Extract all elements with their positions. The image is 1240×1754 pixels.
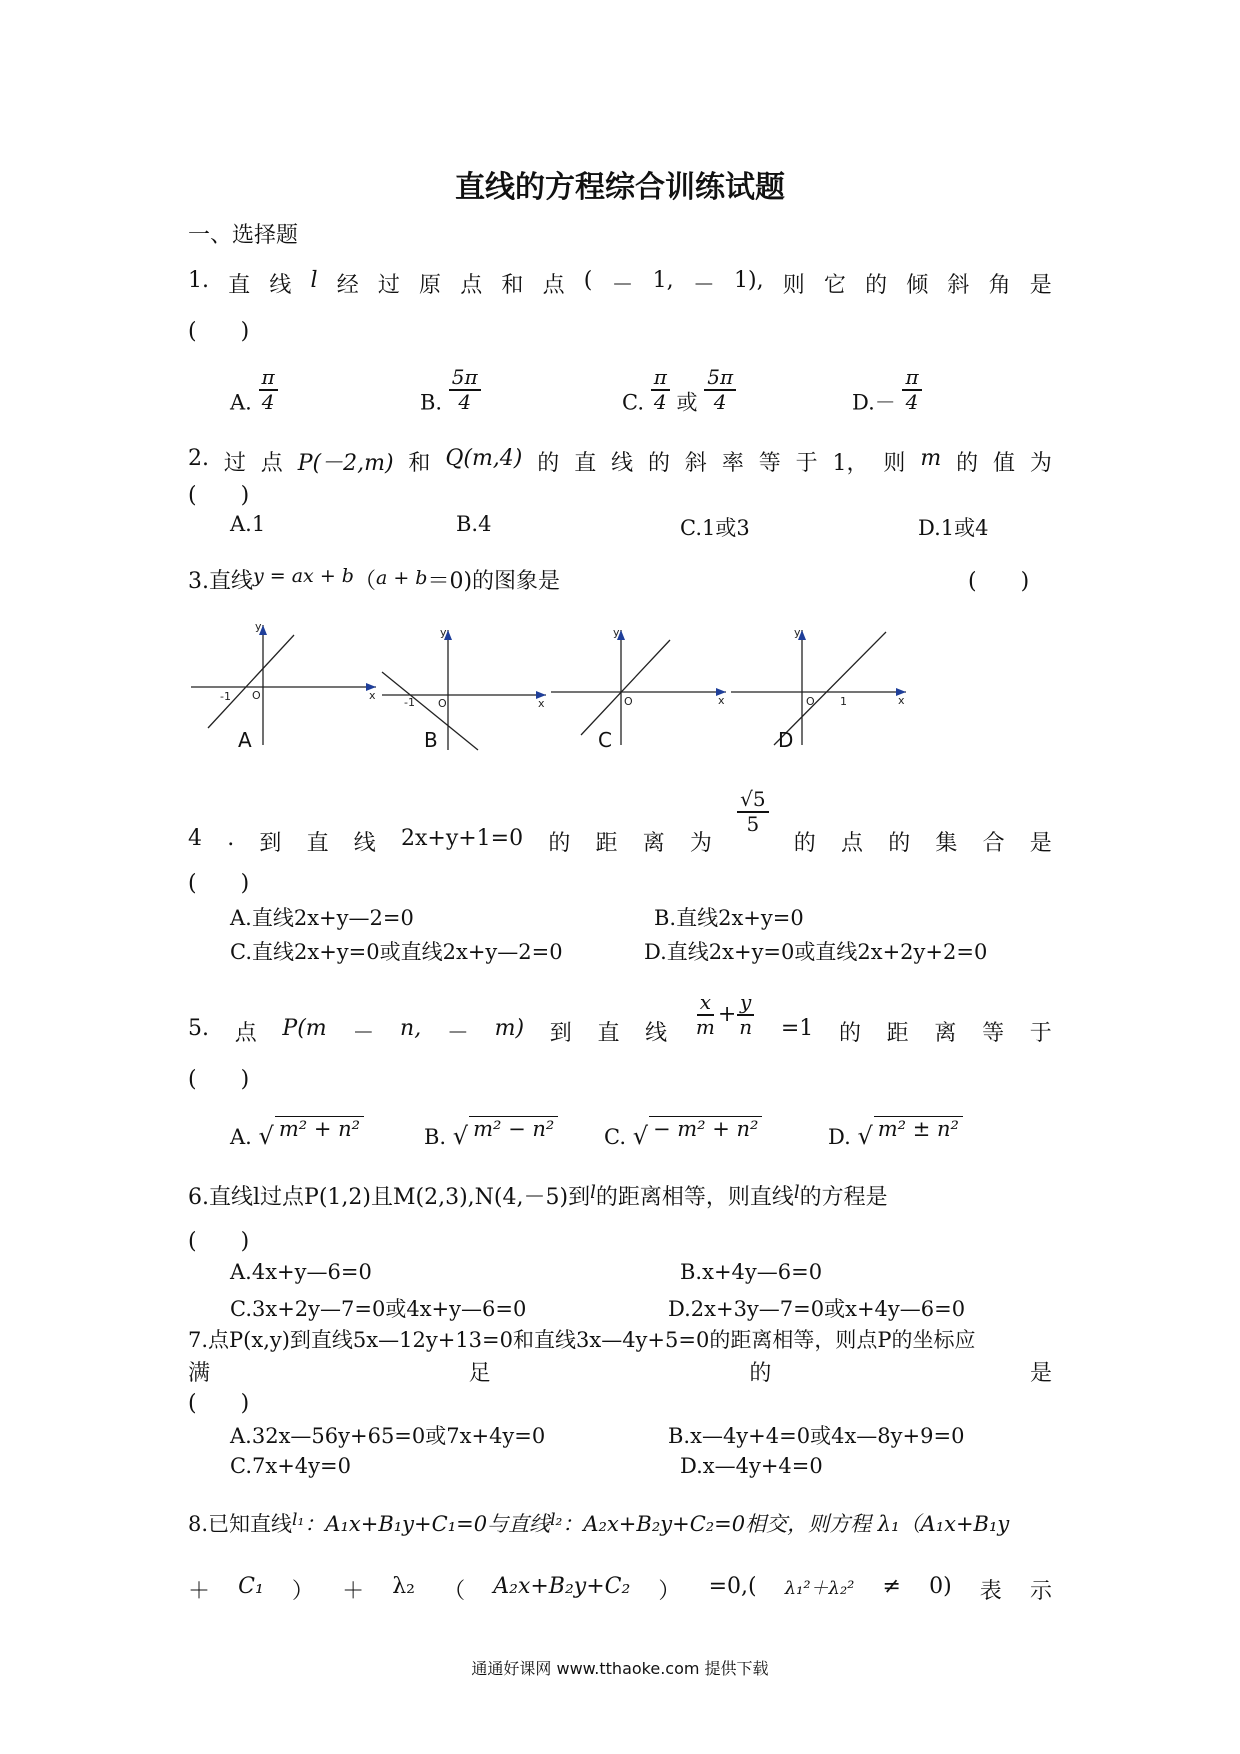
answer-paren: ( ) (188, 483, 250, 508)
option-c: C.直线2x+y=0或直线2x+y—2=0 (230, 940, 563, 964)
option-a: A.1 (230, 512, 266, 536)
graph-label-a: A (238, 728, 252, 752)
page-title: 直线的方程综合训练试题 (455, 170, 785, 205)
origin-label: O (252, 689, 261, 702)
fraction: $\frac{\pi}{4}$ (902, 366, 921, 414)
graph-c-line (581, 640, 670, 735)
fraction: $\frac{5\pi}{4}$ (704, 366, 736, 414)
origin-label: O (806, 695, 815, 708)
answer-paren: ( ) (188, 319, 250, 344)
y-label: y (255, 620, 262, 633)
option-a: A.4x+y—6=0 (230, 1260, 372, 1284)
option-c: C. √ − m² + n² (604, 1116, 762, 1150)
fraction: $\frac{√5}{5}$ (737, 788, 768, 857)
option-d: D.1或4 (918, 516, 989, 540)
option-b: B.x—4y+4=0或4x—8y+9=0 (668, 1424, 965, 1448)
fraction-expression: $\frac{x}{m}$ + $\frac{y}{n}$ (693, 982, 755, 1047)
option-d: D.－ $\frac{\pi}{4}$ (852, 366, 922, 417)
origin-label: O (624, 695, 633, 708)
option-b: B. √ m² − n² (424, 1116, 558, 1150)
option-d: D.x—4y+4=0 (680, 1454, 823, 1478)
fraction: $\frac{\pi}{4}$ (651, 366, 670, 414)
question-7-line: 7.点P(x,y)到直线5x—12y+13=0和直线3x—4y+5=0的距离相等，则点P的坐标应 (188, 1328, 976, 1352)
option-c: C. $\frac{\pi}{4}$ 或 $\frac{5\pi}{4}$ (622, 366, 736, 417)
answer-paren: ( ) (968, 569, 1030, 594)
option-c: C.7x+4y=0 (230, 1454, 351, 1478)
origin-label: O (438, 697, 447, 710)
option-c: C.3x+2y—7=0或4x+y—6=0 (230, 1297, 527, 1321)
option-d: D. √ m² ± n² (828, 1116, 963, 1150)
graph-label-d: D (778, 728, 794, 752)
question-8-line-2: ＋ C₁ ） ＋ λ₂ （ A₂x+B₂y+C₂ ） =0,( λ₁²＋λ₂² ≠ 0) 表 示 (188, 1574, 1052, 1604)
option-c: C.1或3 (680, 516, 750, 540)
section-heading: 一、选择题 (188, 223, 299, 248)
answer-paren: ( ) (188, 1067, 250, 1092)
option-d: D.2x+3y—7=0或x+4y—6=0 (668, 1297, 966, 1321)
tick-label: -1 (220, 690, 231, 703)
graphs-figure (186, 610, 916, 760)
option-a: A. $\frac{\pi}{4}$ (230, 366, 278, 415)
option-b: B.4 (456, 512, 492, 536)
fraction: $\frac{\pi}{4}$ (259, 366, 278, 414)
answer-paren: ( ) (188, 871, 250, 896)
answer-paren: ( ) (188, 1391, 250, 1416)
option-a: A. √ m² + n² (230, 1116, 364, 1150)
fraction: $\frac{5\pi}{4}$ (449, 366, 481, 414)
option-a: A.32x—56y+65=0或7x+4y=0 (230, 1424, 546, 1448)
answer-paren: ( ) (188, 1229, 250, 1254)
option-b: B. $\frac{5\pi}{4}$ (420, 366, 481, 415)
option-b: B.直线2x+y=0 (654, 906, 804, 930)
y-label: y (613, 626, 620, 639)
graph-label-b: B (424, 728, 438, 752)
x-label: x (369, 689, 376, 702)
question-5-line: 5. 点 P(m － n, － m) 到 直 线 $\frac{x}{m}$ + $\frac{y}{n}$ =1 的 距 离 等 于 (188, 1016, 1052, 1047)
tick-label: 1 (840, 695, 847, 708)
x-label: x (718, 694, 725, 707)
page-footer: 通通好课网 www.tthaoke.com 提供下载 (471, 1659, 769, 1678)
question-4-line: 4 . 到 直 线 2x+y+1=0 的 距 离 为 $\frac{√5}{5}$ 的 点 的 集 合 是 (188, 787, 1052, 856)
question-2-line: 2. 过 点 P(－2,m) 和 Q(m,4) 的 直 线 的 斜 率 等 于 1， 则 m 的 值 为 (188, 446, 1052, 476)
question-1-line: 1. 直 线 l 经 过 原 点 和 点 ( － 1, － 1), 则 它 的 倾 斜 角 是 (188, 268, 1052, 298)
y-label: y (440, 626, 447, 639)
question-8-line: 8.已知直线$^{l_1}$：A₁x+B₁y+C₁=0与直线$^{l_2}$：A₂x+B₂y+C₂=0相交，则方程 λ₁（A₁x+B₁y (188, 1510, 1010, 1536)
x-label: x (538, 697, 545, 710)
question-7-line-2: 满 足 的 是 (188, 1361, 1052, 1386)
graph-a-line (208, 635, 294, 728)
tick-label: -1 (404, 696, 415, 709)
option-a: A.直线2x+y—2=0 (230, 906, 414, 930)
y-label: y (794, 626, 801, 639)
graph-label-c: C (598, 728, 612, 752)
option-d: D.直线2x+y=0或直线2x+2y+2=0 (644, 940, 988, 964)
question-6-line: 6.直线l过点P(1,2)且M(2,3),N(4,－5)到$^l$的距离相等，则直线$^l$的方程是 (188, 1182, 888, 1210)
option-b: B.x+4y—6=0 (680, 1260, 823, 1284)
question-3-line: 3.直线y = ax + b（a + b＝0)的图象是 (188, 565, 561, 594)
x-label: x (898, 694, 905, 707)
